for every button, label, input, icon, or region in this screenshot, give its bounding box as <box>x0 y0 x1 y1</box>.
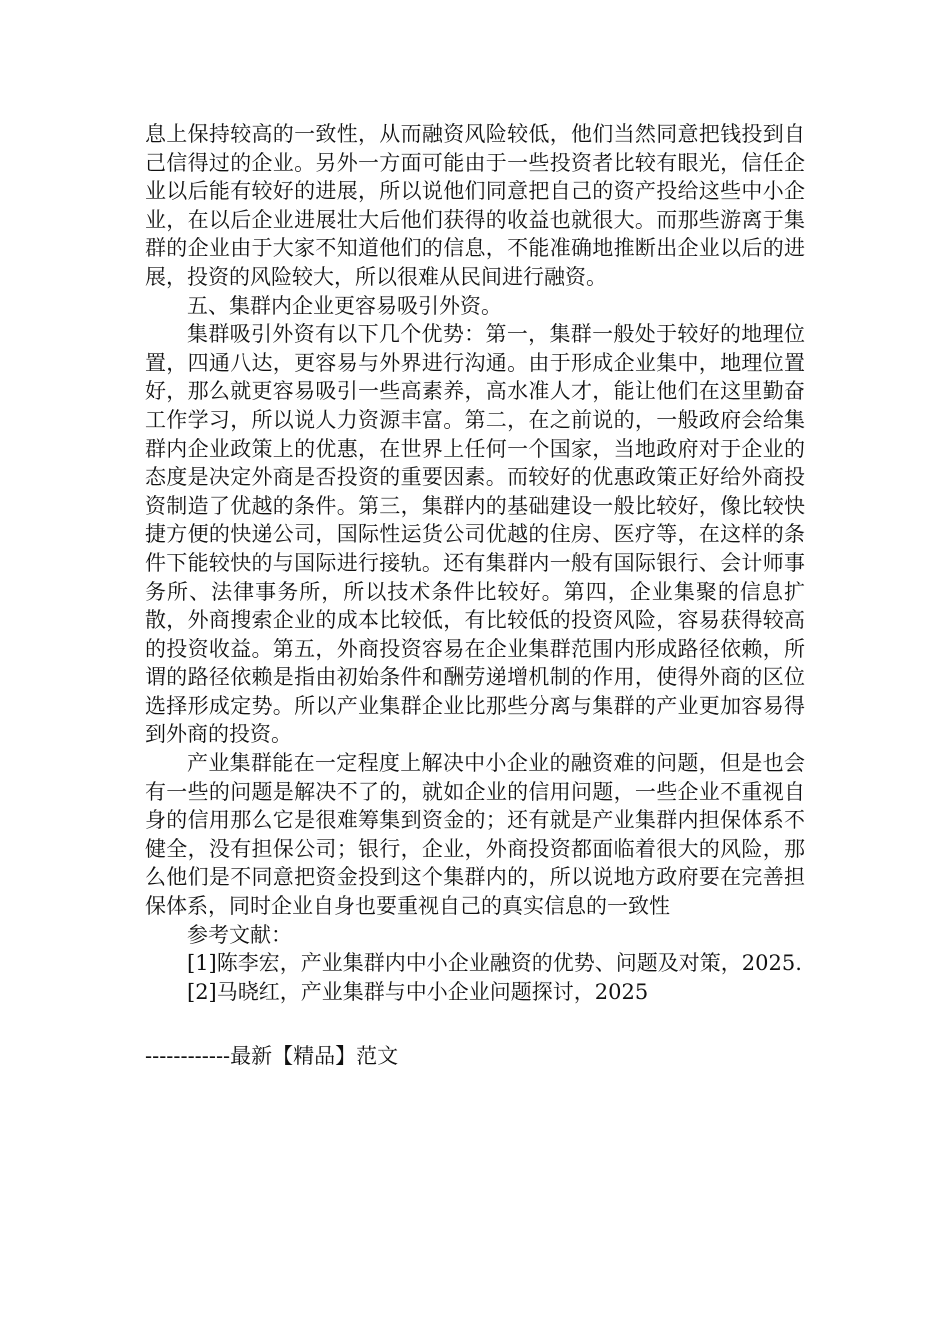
paragraph-foreign-investment-advantages: 集群吸引外资有以下几个优势：第一，集群一般处于较好的地理位置，四通八达，更容易与外界进行沟通。由于形成企业集中，地理位置好，那么就更容易吸引一些高素养，高水准人才，能让他们在这里勤奋工作学习，所以说人力资源丰富。第二，在之前说的，一般政府会给集群内企业政策上的优惠，在世界上任何一个国家，当地政府对于企业的态度是决定外商是否投资的重要因素。而较好的优惠政策正好给外商投资制造了优越的条件。第三，集群内的基础建设一般比较好，像比较快捷方便的快递公司，国际性运货公司优越的住房、医疗等，在这样的条件下能较快的与国际进行接轨。还有集群内一般有国际银行、会计师事务所、法律事务所，所以技术条件比较好。第四，企业集聚的信息扩散，外商搜索企业的成本比较低，有比较低的投资风险，容易获得较高的投资收益。第五，外商投资容易在企业集群范围内形成路径依赖，所谓的路径依赖是指由初始条件和酬劳递增机制的作用，使得外商的区位选择形成定势。所以产业集群企业比那些分离与集群的产业更加容易得到外商的投资。 <box>145 322 805 747</box>
paragraph-conclusion: 产业集群能在一定程度上解决中小企业的融资难的问题，但是也会有一些的问题是解决不了的，就如企业的信用问题，一些企业不重视自身的信用那么它是很难筹集到资金的；还有就是产业集群内担保体系不健全，没有担保公司；银行，企业，外商投资都面临着很大的风险，那么他们是不同意把资金投到这个集群内的，所以说地方政府要在完善担保体系，同时企业自身也要重视自己的真实信息的一致性 <box>145 751 805 919</box>
reference-item-1: [1]陈李宏，产业集群内中小企业融资的优势、问题及对策，2025. <box>187 951 802 976</box>
document-body <box>145 120 805 1006</box>
paragraph-financing-trust: 息上保持较高的一致性，从而融资风险较低，他们当然同意把钱投到自己信得过的企业。另外一方面可能由于一些投资者比较有眼光，信任企业以后能有较好的进展，所以说他们同意把自己的资产投给这些中小企业，在以后企业进展壮大后他们获得的收益也就很大。而那些游离于集群的企业由于大家不知道他们的信息，不能准确地推断出企业以后的进展，投资的风险较大，所以很难从民间进行融资。 <box>145 122 805 289</box>
section-heading-foreign-investment: 五、集群内企业更容易吸引外资。 <box>187 293 502 318</box>
footer-label: ------------最新【精品】范文 <box>145 1044 399 1068</box>
reference-item-2: [2]马晓红，产业集群与中小企业问题探讨，2025 <box>187 979 649 1004</box>
references-heading: 参考文献： <box>187 922 292 947</box>
